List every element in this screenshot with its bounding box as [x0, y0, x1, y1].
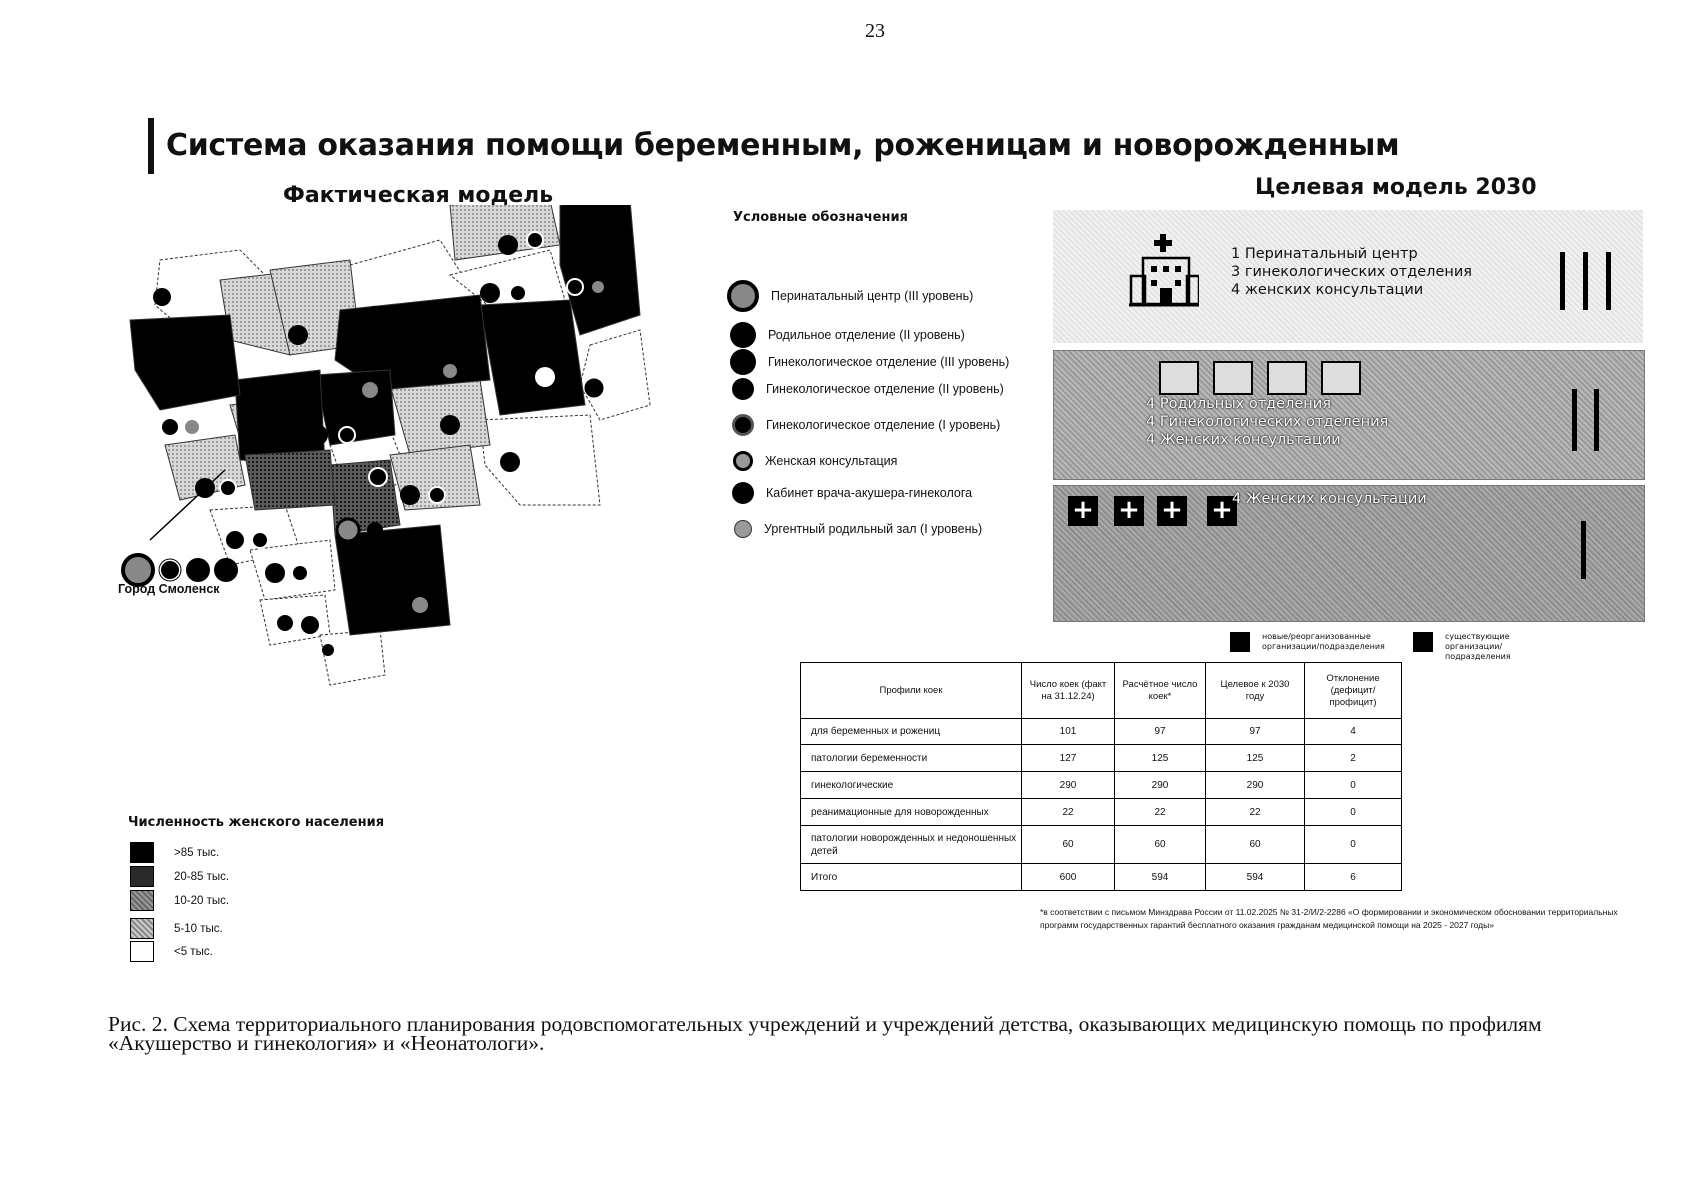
hospital-icon [1129, 232, 1199, 308]
bar-icon [1583, 252, 1588, 310]
table-row [801, 799, 1402, 826]
population-item [130, 842, 219, 863]
legend-existing-label: существующие организации/подразделения [1445, 632, 1511, 661]
legend-item-maternity [730, 322, 965, 348]
band2-line-3: 4 Женских консультации [1146, 432, 1341, 448]
table-header: Целевое к 2030 году [1206, 663, 1305, 719]
plus-icon: + [1157, 496, 1187, 526]
table-cell: 2 [1305, 745, 1402, 772]
table-cell: 594 [1115, 864, 1206, 891]
population-item [130, 941, 213, 962]
obgyn-office-icon [732, 482, 754, 504]
band1-line-3: 4 женских консультации [1231, 282, 1424, 298]
population-legend-title: Численность женского населения [128, 815, 385, 830]
bar-icon [1594, 389, 1599, 451]
target-model-title: Целевая модель 2030 [1255, 175, 1537, 200]
building-icon [1321, 361, 1361, 395]
legend-new-organizations [1230, 632, 1410, 652]
district-shumyach [260, 595, 330, 645]
building-icon [1213, 361, 1253, 395]
band2-line-2: 4 Гинекологических отделения [1146, 414, 1389, 430]
legend-existing-organizations [1413, 632, 1563, 662]
table-cell: 0 [1305, 772, 1402, 799]
table-cell: Итого [801, 864, 1022, 891]
title-bar [148, 118, 154, 174]
gyn-dept-1-icon [732, 414, 754, 436]
table-cell: 600 [1022, 864, 1115, 891]
legend-item-label: Гинекологическое отделение (I уровень) [766, 418, 1001, 432]
page-number: 23 [865, 20, 885, 42]
population-item-label: 20-85 тыс. [174, 870, 230, 883]
table-cell: 101 [1022, 719, 1115, 745]
legend-new-label: новые/реорганизованные организации/подразделения [1262, 632, 1385, 651]
district-dorogob [390, 380, 490, 455]
target-band-perinatal [1053, 210, 1643, 343]
district-ugra [480, 415, 600, 505]
legend-item-perinatal [727, 280, 973, 312]
maternity-ward-icon [730, 322, 756, 348]
legend-item-label: Гинекологическое отделение (III уровень) [768, 355, 1010, 369]
table-cell: 60 [1022, 826, 1115, 864]
table-header: Профили коек [801, 663, 1022, 719]
gyn-dept-3-icon [730, 349, 756, 375]
table-cell: 22 [1206, 799, 1305, 826]
table-cell: 60 [1115, 826, 1206, 864]
table-cell: 125 [1115, 745, 1206, 772]
table-header: Расчётное число коек* [1115, 663, 1206, 719]
table-cell: патологии беременности [801, 745, 1022, 772]
table-cell: 594 [1206, 864, 1305, 891]
population-item [130, 866, 229, 887]
population-item-label: <5 тыс. [174, 945, 213, 958]
band3-line-1: 4 Женских консультации [1232, 491, 1427, 507]
legend-item-urgent [734, 520, 982, 538]
legend-item-label: Перинатальный центр (III уровень) [771, 289, 974, 303]
target-band-maternity [1053, 350, 1645, 480]
actual-model-title: Фактическая модель [283, 183, 554, 208]
table-cell: 22 [1115, 799, 1206, 826]
table-cell: реанимационные для новорожденных [801, 799, 1022, 826]
table-cell: 6 [1305, 864, 1402, 891]
legend-item-gyn-2 [732, 378, 1004, 400]
figure-caption: Рис. 2. Схема территориального планирования родовспомогательных учреждений и учреждений детства, оказывающих медицинскую помощь по профилям «Акушерство и гинекология» и «Неонатологи». [108, 1012, 1542, 1055]
legend-item-label: Женская консультация [765, 454, 898, 468]
table-row [801, 719, 1402, 745]
population-item-label: >85 тыс. [174, 846, 220, 859]
legend-item-label: Родильное отделение (II уровень) [768, 328, 965, 342]
table-cell: для беременных и рожениц [801, 719, 1022, 745]
legend-item-label: Кабинет врача-акушера-гинеколога [766, 486, 973, 500]
urgent-delivery-room-icon [734, 520, 752, 538]
bar-icon [1606, 252, 1611, 310]
region-map [120, 205, 720, 760]
table-cell: гинекологические [801, 772, 1022, 799]
table-cell: 22 [1022, 799, 1115, 826]
existing-org-swatch [1413, 632, 1433, 652]
bar-icon [1560, 252, 1565, 310]
population-item [130, 890, 229, 911]
table-cell: 0 [1305, 799, 1402, 826]
table-row [801, 826, 1402, 864]
table-cell: 0 [1305, 826, 1402, 864]
district-temkino [580, 330, 650, 420]
legend-item-womens-clinic [733, 451, 897, 471]
plus-icon: + [1114, 496, 1144, 526]
plus-icon: + [1207, 496, 1237, 526]
bar-icon [1572, 389, 1577, 451]
table-cell: 97 [1206, 719, 1305, 745]
table-cell: 60 [1206, 826, 1305, 864]
table-header: Отклонение (дефицит/профицит) [1305, 663, 1402, 719]
new-org-swatch [1230, 632, 1250, 652]
table-cell: 127 [1022, 745, 1115, 772]
table-row [801, 745, 1402, 772]
beds-table [800, 662, 1402, 891]
plus-icon: + [1068, 496, 1098, 526]
district-vyazma [480, 300, 585, 415]
region-map-svg [120, 205, 720, 760]
perinatal-center-icon [727, 280, 759, 312]
table-cell: 290 [1115, 772, 1206, 799]
table-cell: 290 [1022, 772, 1115, 799]
bar-icon [1581, 521, 1586, 579]
legend-item-obgyn-office [732, 482, 972, 504]
band2-line-1: 4 Родильных отделения [1146, 396, 1331, 412]
page-title: Система оказания помощи беременным, роженицам и новорожденным [166, 128, 1400, 163]
table-cell: 290 [1206, 772, 1305, 799]
table-cell: 4 [1305, 719, 1402, 745]
table-header-row [801, 663, 1402, 719]
table-cell: 125 [1206, 745, 1305, 772]
legend-title: Условные обозначения [733, 210, 908, 225]
table-row-total [801, 864, 1402, 891]
population-item-label: 10-20 тыс. [174, 894, 230, 907]
population-item [130, 918, 223, 939]
building-icons [1159, 361, 1361, 395]
building-icon [1159, 361, 1199, 395]
table-cell: 97 [1115, 719, 1206, 745]
legend-item-label: Ургентный родильный зал (I уровень) [764, 522, 983, 536]
table-footnote: *в соответствии с письмом Минздрава России от 11.02.2025 № 31-2/И/2-2286 «О формировании и экономическом обосновании территориальных программ государственных гарантий бесплатного оказания гражданам медицинской помощи на 2025 - 2027 годы» [1040, 907, 1618, 930]
legend-item-label: Гинекологическое отделение (II уровень) [766, 382, 1004, 396]
womens-clinic-icon [733, 451, 753, 471]
band1-line-1: 1 Перинатальный центр [1231, 246, 1418, 262]
table-row [801, 772, 1402, 799]
district-kardym [245, 450, 335, 510]
gyn-dept-2-icon [732, 378, 754, 400]
table-header: Число коек (факт на 31.12.24) [1022, 663, 1115, 719]
band1-line-2: 3 гинекологических отделения [1231, 264, 1472, 280]
building-icon [1267, 361, 1307, 395]
table-cell: патологии новорожденных и недоношенных детей [801, 826, 1022, 864]
city-label: Город Смоленск [118, 582, 220, 596]
district-ershich [320, 630, 385, 685]
population-item-label: 5-10 тыс. [174, 922, 223, 935]
legend-item-gyn-3 [730, 349, 1009, 375]
target-band-womens-clinics [1053, 485, 1645, 622]
legend-item-gyn-1 [732, 414, 1000, 436]
